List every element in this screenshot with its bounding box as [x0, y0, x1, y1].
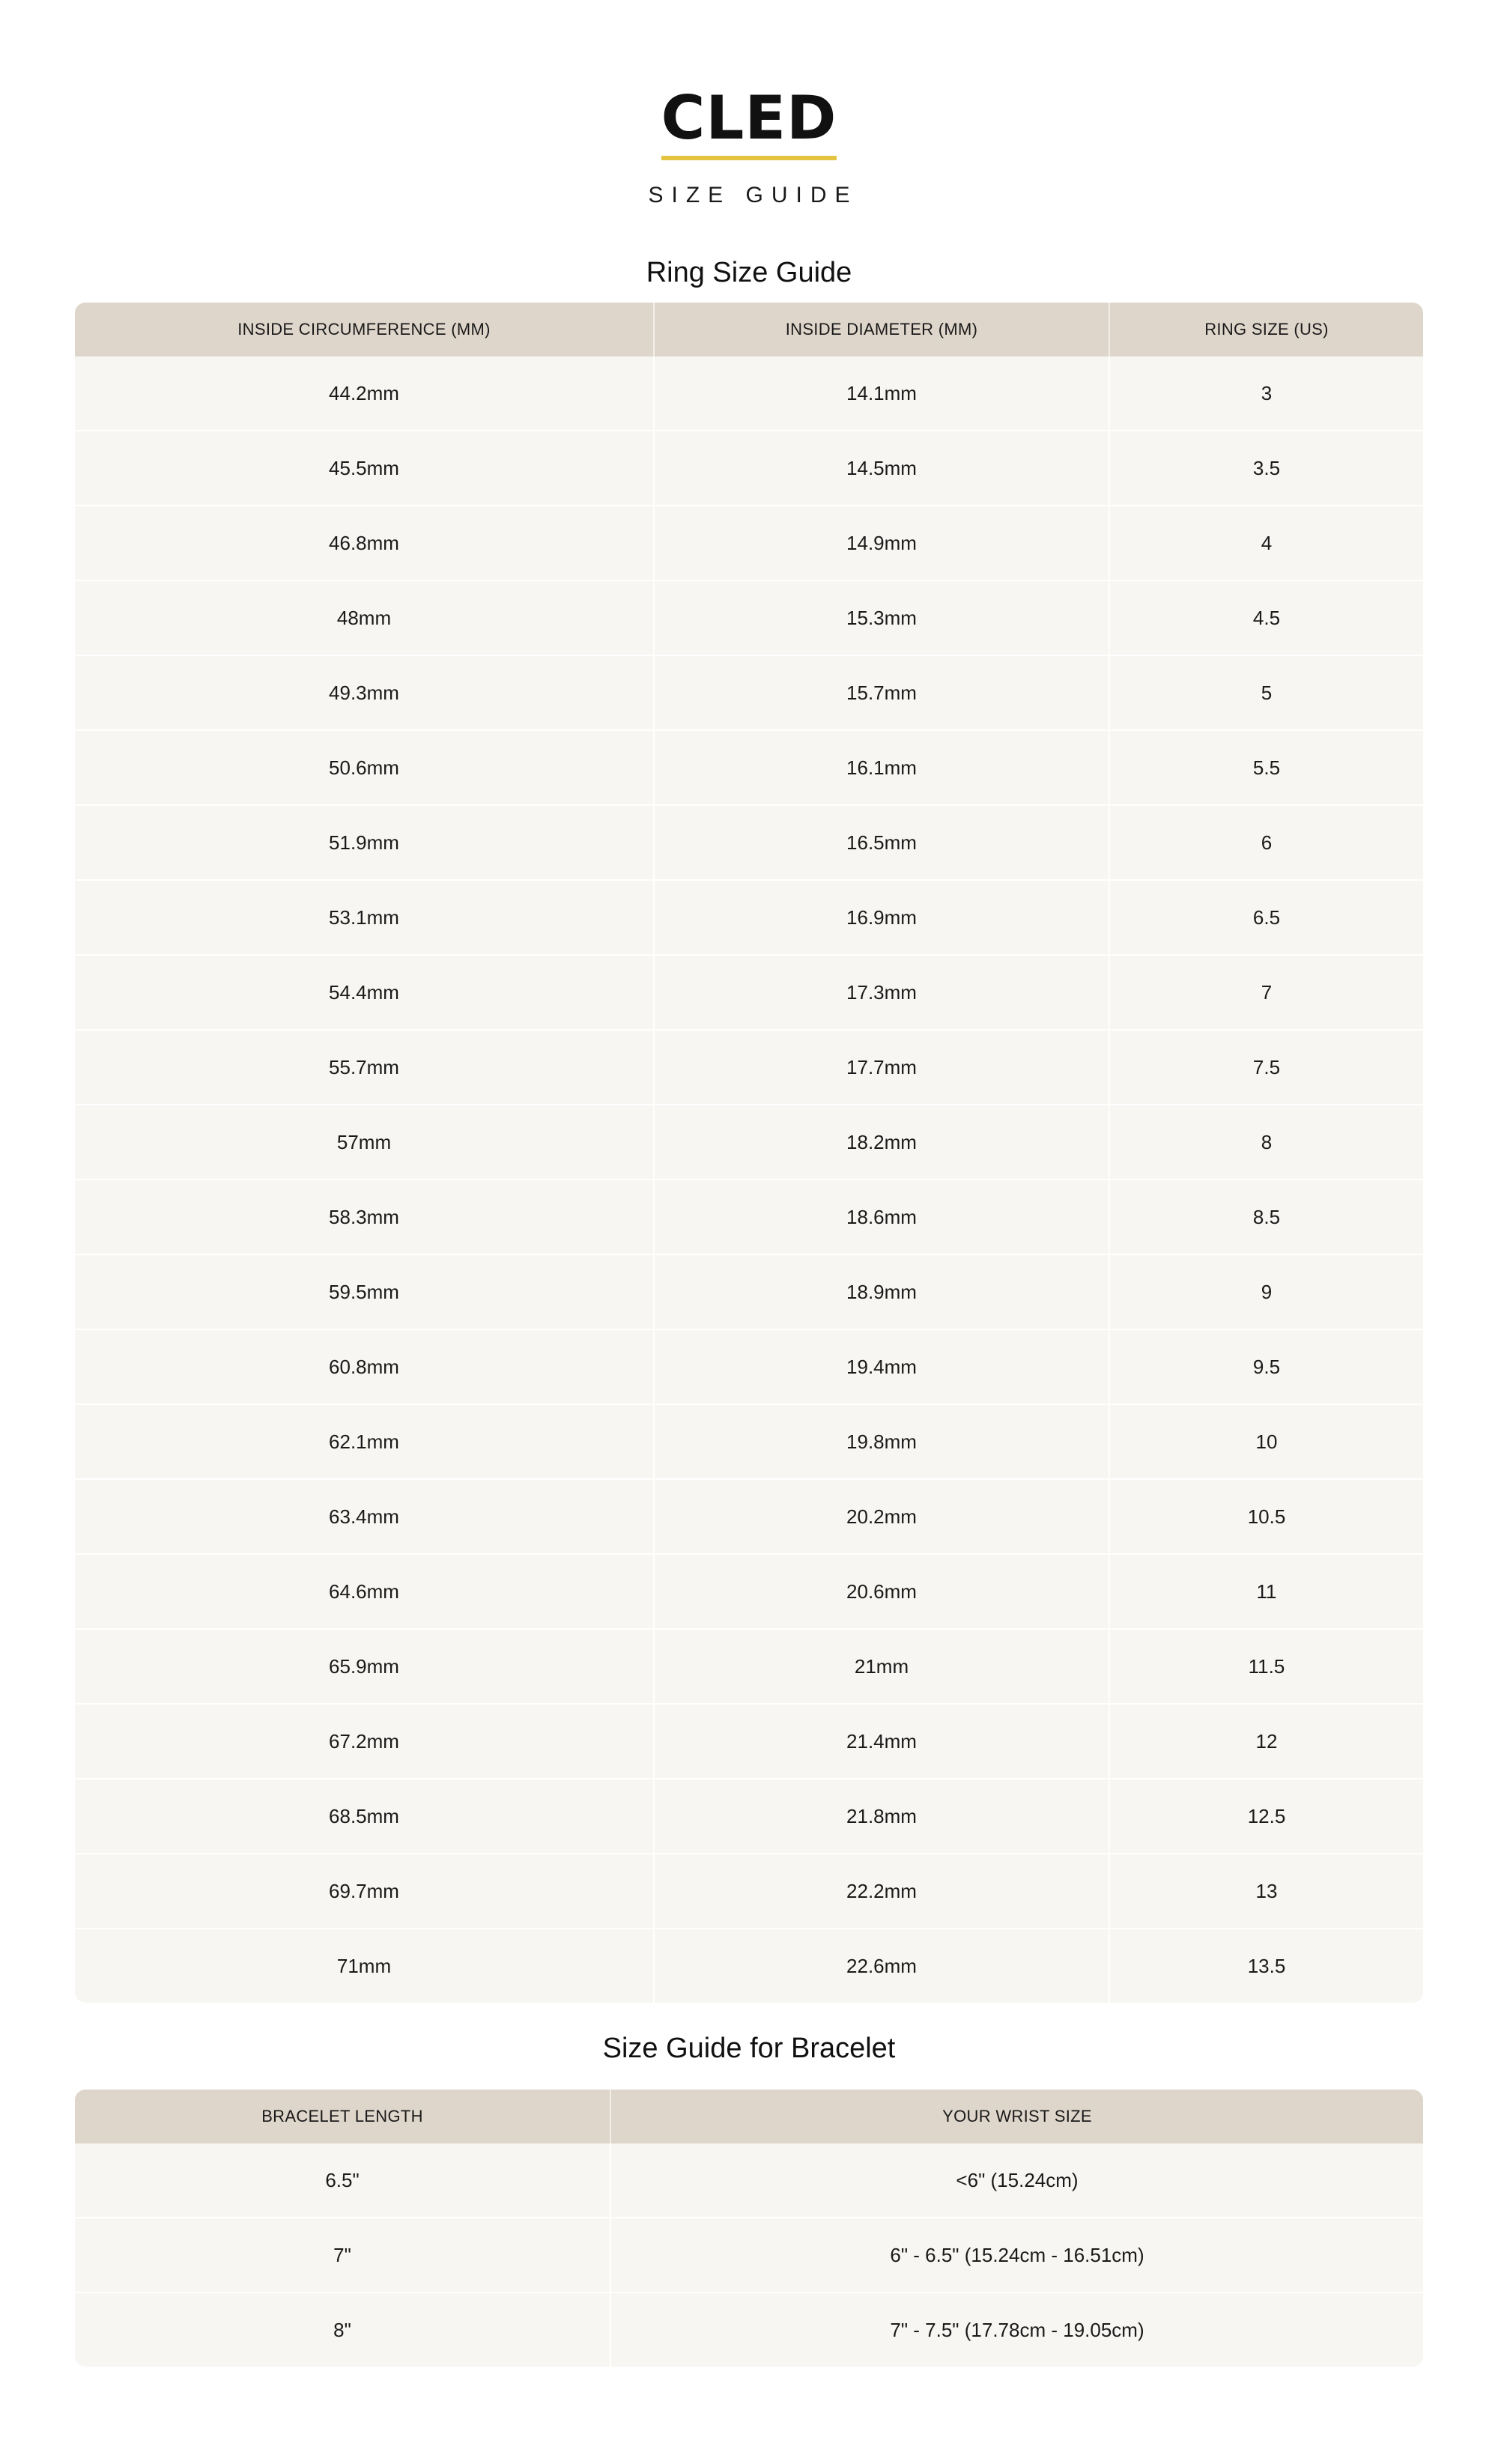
column-header: BRACELET LENGTH — [75, 2090, 611, 2143]
table-cell: 13.5 — [1110, 1928, 1423, 2003]
table-row — [75, 1029, 1423, 1104]
table-row — [75, 1778, 1423, 1853]
column-header: INSIDE CIRCUMFERENCE (MM) — [75, 303, 655, 356]
table-row — [75, 580, 1423, 655]
table-cell: 60.8mm — [75, 1329, 655, 1404]
table-row — [75, 1628, 1423, 1703]
page-subtitle: SIZE GUIDE — [648, 183, 858, 207]
table-cell: 15.7mm — [655, 655, 1110, 729]
table-cell: 7.5 — [1110, 1029, 1423, 1104]
ring-size-table — [75, 303, 1423, 2003]
table-cell: 6" - 6.5" (15.24cm - 16.51cm) — [611, 2217, 1423, 2292]
table-cell: 16.5mm — [655, 804, 1110, 879]
table-cell: 10.5 — [1110, 1478, 1423, 1553]
table-cell: 10 — [1110, 1404, 1423, 1478]
table-cell: 6.5 — [1110, 879, 1423, 954]
table-cell: 7" — [75, 2217, 611, 2292]
table-row — [75, 655, 1423, 729]
table-row — [75, 2217, 1423, 2292]
table-cell: 65.9mm — [75, 1628, 655, 1703]
table-cell: 59.5mm — [75, 1254, 655, 1329]
table-cell: 63.4mm — [75, 1478, 655, 1553]
ring-guide-title: Ring Size Guide — [646, 257, 852, 288]
table-cell: 51.9mm — [75, 804, 655, 879]
table-cell: 67.2mm — [75, 1703, 655, 1778]
table-cell: <6" (15.24cm) — [956, 2168, 1079, 2191]
table-row — [75, 1703, 1423, 1778]
table-row — [75, 2143, 1423, 2217]
table-cell: 17.3mm — [655, 954, 1110, 1029]
table-row — [75, 356, 1423, 430]
table-cell: 14.1mm — [655, 356, 1110, 430]
table-cell: 21mm — [655, 1628, 1110, 1703]
table-row — [75, 1478, 1423, 1553]
table-cell: 8 — [1110, 1104, 1423, 1179]
table-cell: 22.6mm — [655, 1928, 1110, 2003]
table-row — [75, 729, 1423, 804]
table-cell: 8" — [75, 2292, 611, 2367]
table-cell: 14.5mm — [655, 430, 1110, 505]
table-cell: 21.8mm — [655, 1778, 1110, 1853]
table-header-row — [75, 2090, 1423, 2143]
table-cell: 54.4mm — [75, 954, 655, 1029]
column-header: INSIDE DIAMETER (MM) — [655, 303, 1110, 356]
table-row — [75, 804, 1423, 879]
table-cell: 16.1mm — [655, 729, 1110, 804]
table-cell: 7" - 7.5" (17.78cm - 19.05cm) — [611, 2292, 1423, 2367]
table-cell: 3.5 — [1110, 430, 1423, 505]
table-row — [75, 1853, 1423, 1928]
table-cell: 12 — [1110, 1703, 1423, 1778]
table-cell: 18.9mm — [655, 1254, 1110, 1329]
brand-logo: CLED — [661, 88, 837, 160]
table-row — [75, 1404, 1423, 1478]
table-cell: 58.3mm — [75, 1179, 655, 1254]
table-cell: 53.1mm — [75, 879, 655, 954]
table-cell: 19.4mm — [655, 1329, 1110, 1404]
table-cell: 62.1mm — [75, 1404, 655, 1478]
column-header: RING SIZE (US) — [1110, 303, 1423, 356]
table-cell: 12.5 — [1110, 1778, 1423, 1853]
table-cell: 45.5mm — [75, 430, 655, 505]
table-cell: 6.5" — [75, 2143, 611, 2217]
table-cell: 4 — [1110, 505, 1423, 580]
table-cell: 64.6mm — [75, 1553, 655, 1628]
table-cell: 16.9mm — [655, 879, 1110, 954]
table-cell: 68.5mm — [75, 1778, 655, 1853]
bracelet-guide-title: Size Guide for Bracelet — [602, 2033, 896, 2064]
table-header-row — [75, 303, 1423, 356]
table-cell: 21.4mm — [655, 1703, 1110, 1778]
table-cell: 9 — [1110, 1254, 1423, 1329]
bracelet-size-table — [75, 2090, 1423, 2367]
table-cell: 17.7mm — [655, 1029, 1110, 1104]
table-cell: 14.9mm — [655, 505, 1110, 580]
table-row — [75, 1329, 1423, 1404]
table-row — [75, 1104, 1423, 1179]
table-cell: 5.5 — [1110, 729, 1423, 804]
table-cell: 5 — [1110, 655, 1423, 729]
table-cell: 8.5 — [1110, 1179, 1423, 1254]
table-cell: 46.8mm — [75, 505, 655, 580]
page-header — [0, 83, 1498, 208]
table-cell: 7 — [1110, 954, 1423, 1029]
table-cell: 4.5 — [1110, 580, 1423, 655]
table-row — [75, 1928, 1423, 2003]
table-cell: 11.5 — [1110, 1628, 1423, 1703]
table-row — [75, 1553, 1423, 1628]
table-cell: 18.2mm — [655, 1104, 1110, 1179]
table-cell: 6 — [1110, 804, 1423, 879]
table-row — [75, 505, 1423, 580]
table-cell: 69.7mm — [75, 1853, 655, 1928]
table-cell: 11 — [1110, 1553, 1423, 1628]
table-row — [75, 2292, 1423, 2367]
table-cell: 71mm — [75, 1928, 655, 2003]
column-header: YOUR WRIST SIZE — [611, 2090, 1423, 2143]
table-cell: 50.6mm — [75, 729, 655, 804]
table-cell: 48mm — [75, 580, 655, 655]
table-cell: 19.8mm — [655, 1404, 1110, 1478]
table-row — [75, 879, 1423, 954]
table-cell: 3 — [1261, 381, 1273, 404]
table-cell: 22.2mm — [655, 1853, 1110, 1928]
table-cell: 15.3mm — [655, 580, 1110, 655]
table-cell: 13 — [1110, 1853, 1423, 1928]
table-cell: 9.5 — [1110, 1329, 1423, 1404]
table-cell: 57mm — [75, 1104, 655, 1179]
table-cell: 44.2mm — [75, 356, 655, 430]
table-row — [75, 1254, 1423, 1329]
table-cell: 18.6mm — [655, 1179, 1110, 1254]
table-row — [75, 1179, 1423, 1254]
table-row — [75, 954, 1423, 1029]
table-cell: 49.3mm — [75, 655, 655, 729]
table-cell: 55.7mm — [75, 1029, 655, 1104]
table-cell: 20.2mm — [655, 1478, 1110, 1553]
table-row — [75, 430, 1423, 505]
table-cell: 20.6mm — [655, 1553, 1110, 1628]
